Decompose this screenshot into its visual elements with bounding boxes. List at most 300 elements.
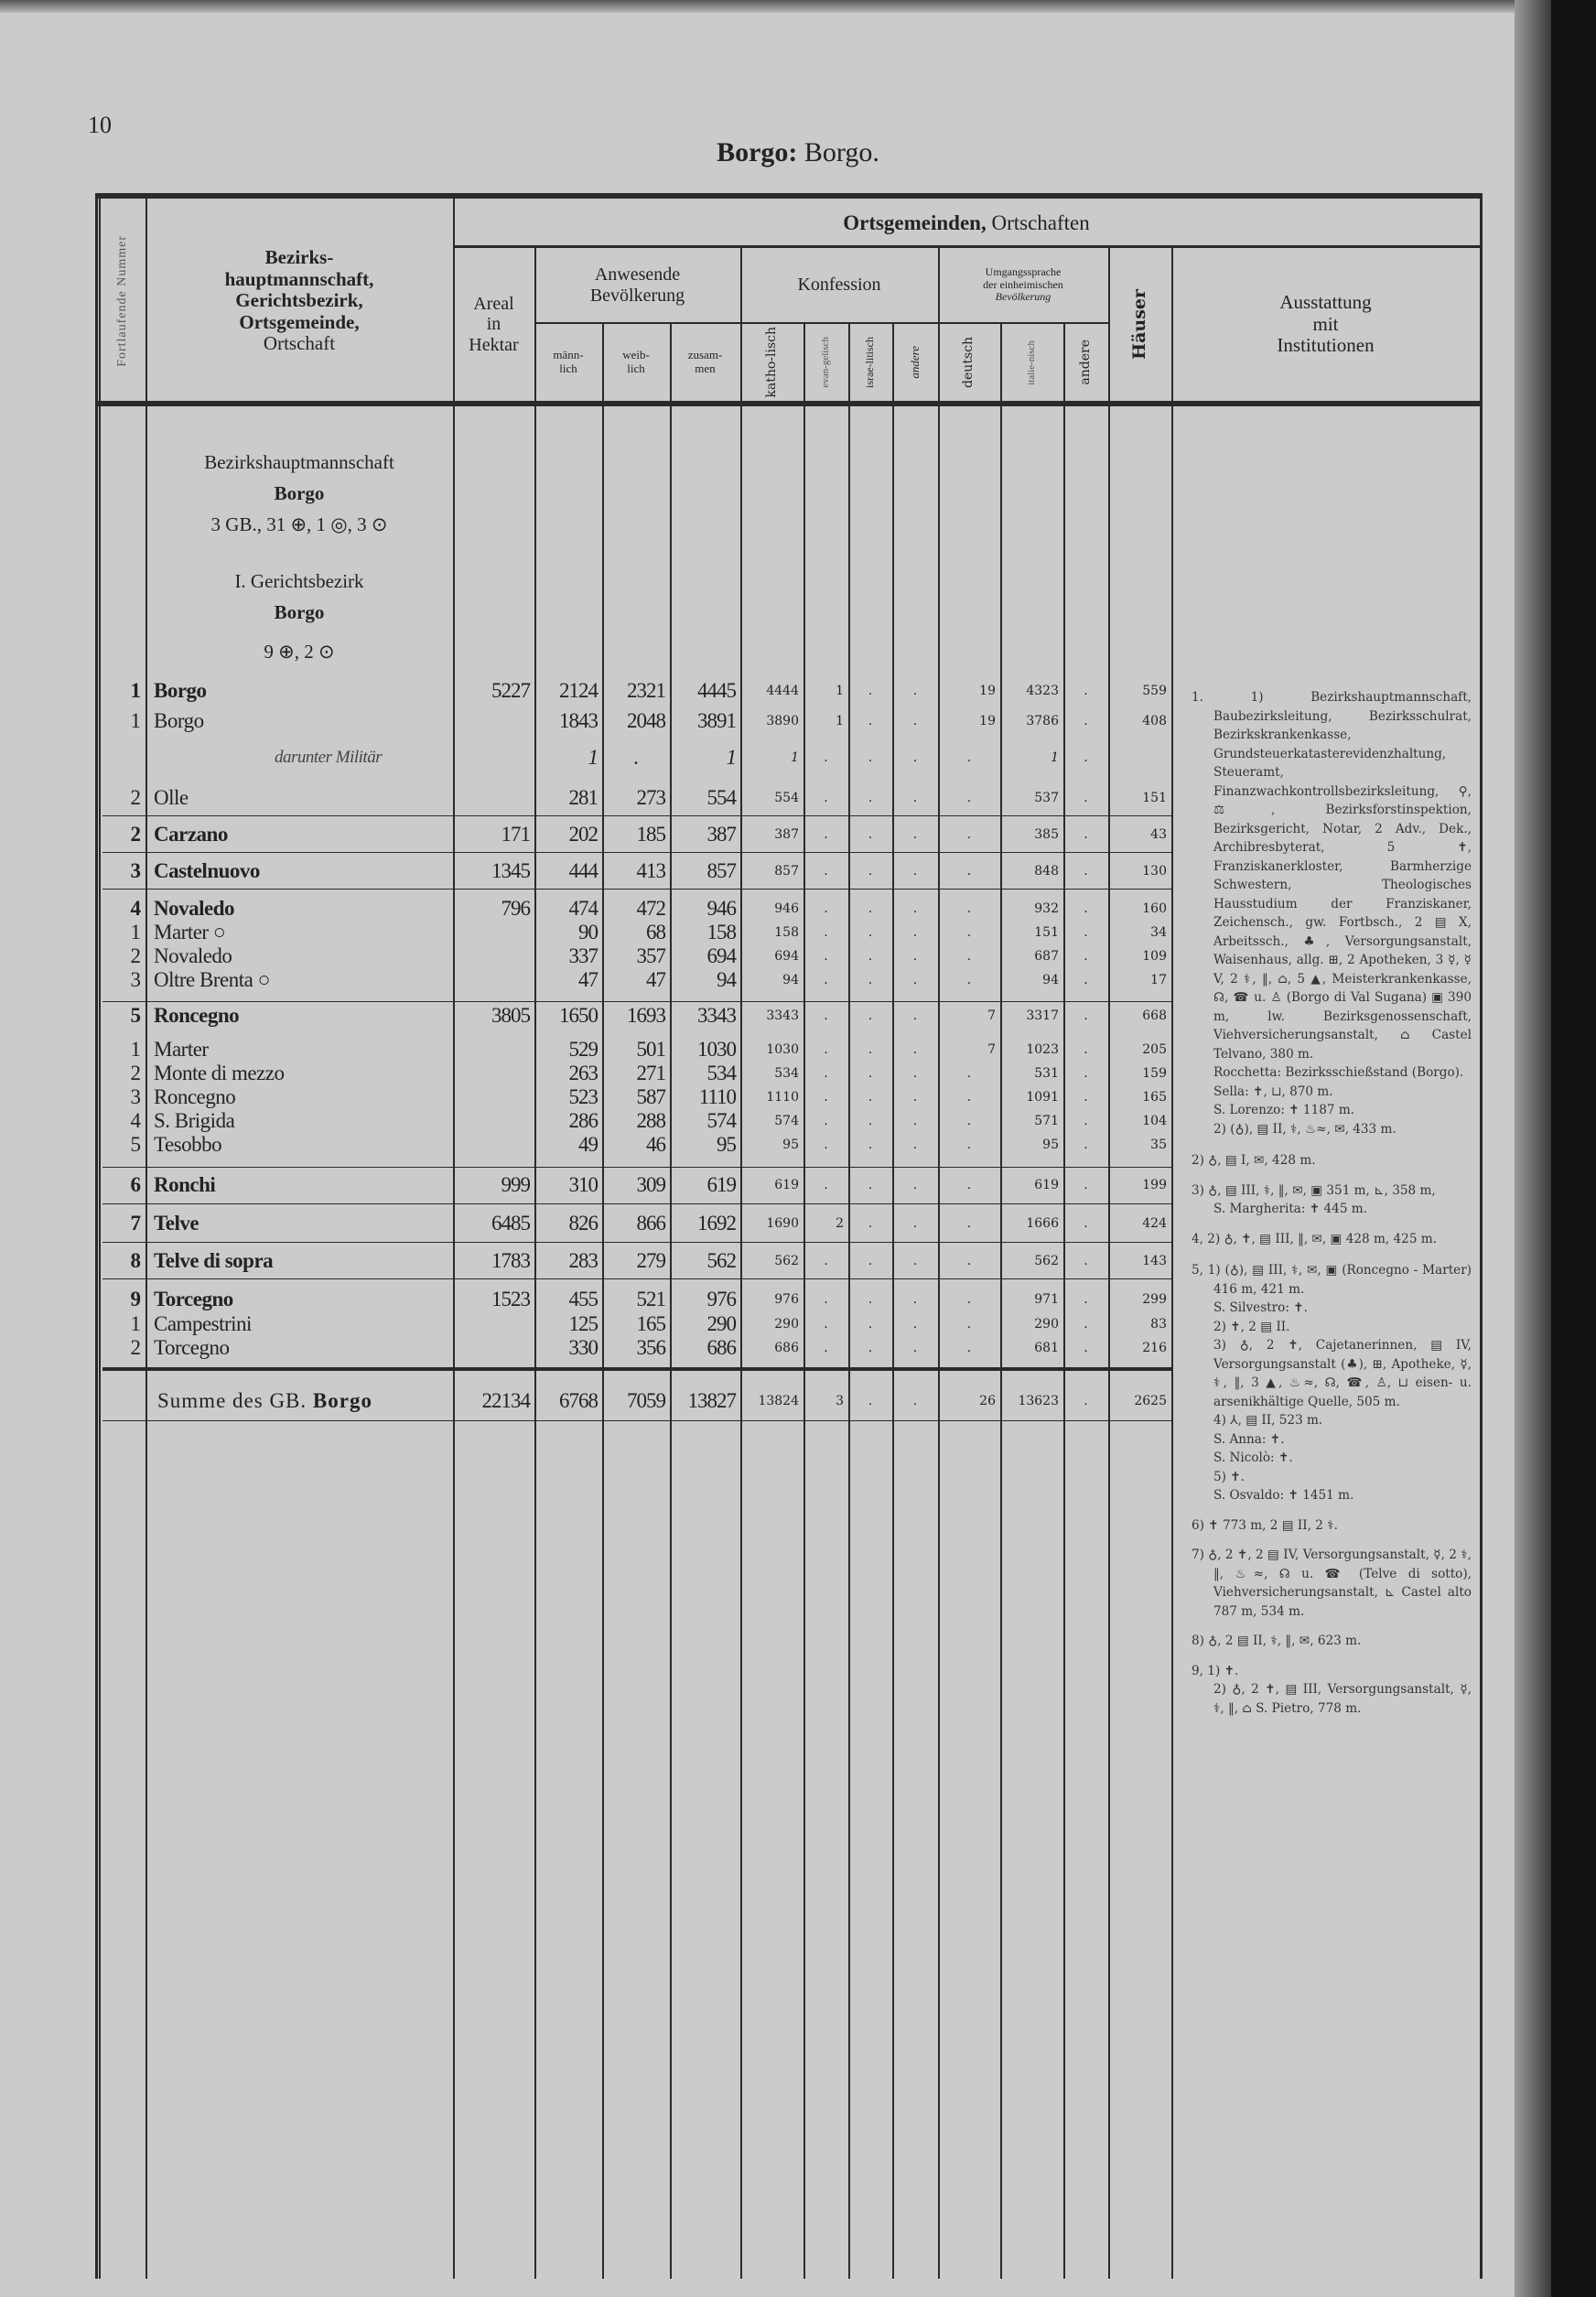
value-cell: 3 [836,1394,844,1408]
value-cell: 531 [1034,1066,1059,1081]
value-cell: . [1084,901,1088,916]
place-name: Telve [154,1212,200,1235]
note-block [1192,1546,1472,1621]
value-cell: 455 [568,1288,598,1310]
value-cell: 1 [791,750,799,765]
row-number [99,1389,141,1413]
value-cell: . [1084,949,1088,964]
header-female-line: lich [627,361,645,375]
value-cell: . [824,1138,828,1152]
value-cell: . [824,949,828,964]
row-number: 3 [130,1085,141,1108]
value-cell: 279 [636,1249,665,1272]
row-number: 1 [130,679,141,702]
value-cell: . [966,791,972,805]
value-cell: . [966,750,972,765]
value-cell: 356 [636,1336,665,1359]
header-houses [1108,248,1171,401]
value-cell: . [868,1008,873,1023]
value-cell: 47 [646,968,665,991]
value-cell: 35 [1150,1138,1167,1152]
value-cell: . [966,1090,972,1105]
header-language-line: der einheimischen [983,277,1063,291]
row-number: 2 [130,786,141,809]
place-name: Tesobbo [154,1133,222,1156]
value-cell: 537 [1034,791,1059,805]
value-cell: . [1084,864,1088,879]
note-line: 7) ♁, 2 ✝, 2 ▤ IV, Versorgungsanstalt, ☿, 2 ⚕, ‖, ♨≈, ☊ u. ☎ (Telve di sotto), Viehversicherungsanstalt, ⊾ Castel alto 787 m, 534 m. [1192,1548,1472,1619]
value-cell: 1110 [698,1085,736,1108]
value-cell: 826 [568,1212,598,1235]
place-name: Torcegno [154,1336,230,1359]
value-cell: . [868,1090,873,1105]
value-cell: 562 [774,1254,799,1268]
place-name: Borgo [154,709,204,732]
value-cell: . [912,1216,918,1231]
value-cell: 125 [568,1312,598,1335]
row-number: 2 [130,1062,141,1084]
value-cell: . [868,1394,873,1408]
value-cell: 976 [774,1292,799,1307]
value-cell [453,1133,534,1157]
note-line: 6) ✝ 773 m, 2 ▤ II, 2 ⚕. [1192,1517,1338,1533]
value-cell: 94 [717,968,736,991]
value-cell: . [912,791,918,805]
value-cell: 159 [1142,1066,1167,1081]
value-cell [453,1312,534,1336]
value-cell: 687 [1034,949,1059,964]
value-cell: . [868,1178,873,1192]
row-number: 8 [130,1249,141,1272]
header-total [670,324,740,401]
value-cell: 5227 [491,679,530,702]
value-cell: 165 [1142,1090,1167,1105]
row-number: 3 [130,968,141,991]
value-cell: 34 [1150,925,1167,940]
group-separator [102,1167,1171,1168]
value-cell: . [912,1066,918,1081]
value-cell: 1 [1051,750,1059,765]
header-total-line: men [695,361,716,375]
value-cell: . [1084,791,1088,805]
header-male-line: männ- [553,348,584,362]
row-number: 1 [130,1038,141,1061]
place-name: S. Brigida [154,1109,235,1132]
value-cell: 999 [501,1173,530,1196]
header-language-line: Bevölkerung [995,290,1051,304]
value-cell: 263 [568,1062,598,1084]
value-cell: 534 [774,1066,799,1081]
value-cell: . [1084,1090,1088,1105]
header-israelite-label: israe-litisch [863,337,877,388]
value-cell: 216 [1142,1341,1167,1355]
value-cell: 694 [706,944,736,967]
value-cell: 19 [979,684,996,698]
value-cell: . [966,973,972,987]
place-name: Marter [154,1038,209,1061]
header-name-line: Ortschaft [263,332,336,355]
note-line: 8) ♁, 2 ▤ II, ⚕, ‖, ✉, 623 m. [1192,1634,1362,1648]
header-israelite [848,324,892,401]
value-cell: 3891 [697,709,736,732]
row-number: 2 [130,944,141,967]
row-number: 4 [130,1109,141,1132]
value-cell: 472 [636,897,665,920]
value-cell: . [824,1066,828,1081]
value-cell: 68 [646,921,665,944]
value-cell: 202 [568,823,598,846]
value-cell: . [824,1178,828,1192]
value-cell: 932 [1034,901,1059,916]
header-group-rest: Ortschaften [991,211,1090,235]
value-cell: 283 [568,1249,598,1272]
value-cell: 1523 [491,1288,530,1310]
value-cell: 43 [1150,827,1167,842]
value-cell: 694 [774,949,799,964]
value-cell [453,1109,534,1133]
district-line: Borgo [274,601,325,623]
value-cell: 3343 [766,1008,799,1023]
header-areal-line: in [486,314,501,335]
note-line: 5, 1) (♁), ▤ III, ⚕, ✉, ▣ (Roncegno - Marter) 416 m, 421 m. [1192,1263,1472,1297]
value-cell: . [1084,1317,1088,1332]
equipment-notes [1192,688,1472,1729]
header-evangelical [803,324,848,401]
group-separator [102,1420,1171,1421]
row-number: 5 [130,1133,141,1156]
value-cell: 554 [706,786,736,809]
header-population [534,248,740,322]
place-name: Summe des GB. Borgo [157,1389,372,1412]
column-rule [453,199,455,2279]
value-cell: 271 [636,1062,665,1084]
value-cell: 424 [1142,1216,1167,1231]
value-cell: . [824,1042,828,1057]
value-cell: . [966,864,972,879]
value-cell [453,709,534,733]
value-cell: 7059 [627,1389,665,1412]
group-separator [102,1001,1171,1002]
value-cell: 1023 [1026,1042,1059,1057]
place-name: Olle [154,786,189,809]
district-line: I. Gerichtsbezirk [234,570,364,592]
value-cell: 290 [706,1312,736,1335]
value-cell: 619 [1034,1178,1059,1192]
header-nr-label: Fortlaufende Nummer [114,235,129,367]
value-cell: . [966,1178,972,1192]
note-line: 1. 1) Bezirkshauptmannschaft, Baubezirksleitung, Bezirksschulrat, Bezirkskrankenkasse, Grundsteuerkatasterevidenzhaltung, Steueramt, Finanzwachkontrollsbezirksleitung, ⚲, ⚖, Bezirksforstinspektion, Bezirksgericht, Notar, 2 Adv., Dek., Archibresbyterat, 5 ✝, Franziskanerkloster, Barmherzige Schwestern, Theologisches Hausstudium der Franziskaner, Zeichensch., gw. Fortbsch., 2 ▤ X, Arbeitssch., ♣, Versorgungsanstalt, Waisenhaus, allg. ⊞, 2 Apotheken, 3 ☿, ☿ V, 2 ⚕, ‖, ⌂, 5 ▲, Meisterkrankenkasse, ☊, ☎ u. ♙ (Borgo di Val Sugana) ▣ 390 m, lw. Bezirksgenossenschaft, Viehversicherungsanstalt, ⌂ Castel Telvano, 380 m. [1192,690,1472,1062]
page-number: 10 [88,112,112,138]
value-cell: . [966,925,972,940]
value-cell: 104 [1142,1114,1167,1128]
value-cell: . [912,1254,918,1268]
row-number: 1 [130,709,141,732]
value-cell: 686 [706,1336,736,1359]
value-cell: 1345 [491,859,530,882]
value-cell: 587 [636,1085,665,1108]
header-other-language [1063,324,1108,401]
header-equipment [1171,248,1480,401]
value-cell: 95 [782,1138,799,1152]
value-cell: 13827 [687,1389,736,1412]
value-cell: 143 [1142,1254,1167,1268]
note-line: Sella: ✝, ⊔, 870 m. [1213,1084,1333,1099]
value-cell: . [868,1292,873,1307]
value-cell: . [912,973,918,987]
value-cell: . [824,864,828,879]
value-cell: 562 [1034,1254,1059,1268]
header-areal-line: Hektar [469,334,519,355]
value-cell: 3890 [766,714,799,728]
value-cell [453,968,534,992]
value-cell: . [966,1292,972,1307]
value-cell: 19 [979,714,996,728]
value-cell: . [966,901,972,916]
value-cell: 109 [1142,949,1167,964]
value-cell: . [912,864,918,879]
scan-binding-edge [1515,0,1551,2297]
value-cell: . [1084,1254,1088,1268]
district-line: 9 ⊕, 2 ⊙ [264,641,335,663]
header-equipment-line: Institutionen [1277,334,1375,357]
value-cell: 7 [987,1042,996,1057]
value-cell: 574 [706,1109,736,1132]
row-number: 1 [130,1312,141,1335]
value-cell: 559 [1142,684,1167,698]
place-name: Roncegno [154,1004,240,1027]
value-cell: 668 [1142,1008,1167,1023]
note-line: 5) ✝. [1213,1469,1245,1484]
value-cell: . [912,750,918,765]
header-male-line: lich [559,361,577,375]
value-cell: . [966,1254,972,1268]
place-name: Oltre Brenta ○ [154,968,270,991]
value-cell: . [1084,1394,1088,1408]
value-cell: . [1084,1178,1088,1192]
value-cell: . [824,827,828,842]
header-german-label: deutsch [961,337,976,388]
header-group-bold: Ortsgemeinden, [843,211,987,235]
header-equipment-line: mit [1312,312,1339,335]
note-line: 2) (♁), ▤ II, ⚕, ♨≈, ✉, 433 m. [1213,1121,1396,1137]
value-cell: 2625 [1134,1394,1167,1408]
value-cell: 1 [726,746,736,769]
value-cell: 171 [501,823,530,846]
place-name: Novaledo [154,944,232,967]
value-cell: 1666 [1026,1216,1059,1231]
value-cell: 1 [836,684,844,698]
value-cell: . [1084,1042,1088,1057]
place-name: Roncegno [154,1085,236,1108]
value-cell: . [868,1138,873,1152]
value-cell: . [912,684,918,698]
value-cell: 574 [774,1114,799,1128]
header-total-line: zusam- [687,348,723,362]
column-rule [1171,248,1173,2279]
value-cell: 4445 [697,679,736,702]
header-bottom-rule [95,401,1483,406]
group-separator [102,852,1171,853]
value-cell: . [1084,973,1088,987]
value-cell: 619 [774,1178,799,1192]
value-cell: 444 [568,859,598,882]
value-cell: . [868,750,873,765]
value-cell: 474 [568,897,598,920]
note-block [1192,1632,1472,1651]
header-language [938,248,1108,322]
row-number: 2 [130,823,141,846]
value-cell: 83 [1150,1317,1167,1332]
place-name: Telve di sopra [154,1249,274,1272]
value-cell: 857 [706,859,736,882]
row-number: 7 [130,1212,141,1235]
value-cell: . [1084,714,1088,728]
value-cell: 2124 [559,679,598,702]
value-cell: 13824 [758,1394,799,1408]
value-cell [1108,746,1171,770]
note-line: 2) ✝, 2 ▤ II. [1213,1319,1290,1334]
value-cell: . [912,901,918,916]
value-cell: 521 [636,1288,665,1310]
header-catholic [740,324,803,401]
value-cell: . [1084,1066,1088,1081]
value-cell: . [912,827,918,842]
value-cell: 185 [636,823,665,846]
value-cell: . [912,714,918,728]
value-cell: . [633,746,639,769]
value-cell: 3317 [1026,1008,1059,1023]
value-cell: . [966,1317,972,1332]
scan-top-edge [0,0,1547,13]
value-cell: 49 [578,1133,598,1156]
value-cell: . [824,750,828,765]
header-italian [1000,324,1063,401]
value-cell: 413 [636,859,665,882]
note-line: S. Anna: ✝. [1213,1431,1285,1447]
header-name-line: hauptmannschaft, [224,267,374,290]
value-cell: 205 [1142,1042,1167,1057]
value-cell: . [868,1042,873,1057]
note-line: 3) ♁, ▤ III, ⚕, ‖, ✉, ▣ 351 m, ⊾, 358 m, [1192,1182,1436,1198]
value-cell: . [824,1008,828,1023]
note-line: 4, 2) ♁, ✝, ▤ III, ‖, ✉, ▣ 428 m, 425 m. [1192,1231,1438,1246]
value-cell: . [912,1042,918,1057]
row-number: 6 [130,1173,141,1196]
title-rest: Borgo. [803,137,879,167]
value-cell: . [1084,1138,1088,1152]
value-cell: 971 [1034,1292,1059,1307]
note-block [1192,1230,1472,1249]
value-cell: 4444 [766,684,799,698]
header-catholic-label: katho-lisch [763,327,779,398]
value-cell: . [1084,925,1088,940]
column-rule [95,199,98,2279]
value-cell: . [966,1341,972,1355]
value-cell: 3343 [697,1004,736,1027]
value-cell: . [966,1138,972,1152]
value-cell: 408 [1142,714,1167,728]
value-cell: . [1084,827,1088,842]
value-cell: 130 [1142,864,1167,879]
note-block [1192,688,1472,1138]
value-cell: 1091 [1026,1090,1059,1105]
header-areal [453,248,534,401]
header-areal-line: Areal [473,293,514,314]
value-cell: . [912,1317,918,1332]
value-cell: . [824,1341,828,1355]
place-name: Borgo [154,679,207,702]
column-rule [99,199,101,2279]
value-cell: 1692 [697,1212,736,1235]
value-cell: 3805 [491,1004,530,1027]
value-cell: . [824,1254,828,1268]
value-cell: 686 [774,1341,799,1355]
note-block [1192,1181,1472,1219]
column-rule [146,199,147,2279]
value-cell: 1 [836,714,844,728]
value-cell: 946 [774,901,799,916]
value-cell: . [868,864,873,879]
value-cell: 17 [1150,973,1167,987]
value-cell: 290 [1034,1317,1059,1332]
value-cell [453,1038,534,1062]
value-cell: . [966,949,972,964]
value-cell: . [1084,1114,1088,1128]
header-top-rule [95,193,1483,199]
value-cell [453,1062,534,1085]
value-cell: 501 [636,1038,665,1061]
value-cell: . [912,1008,918,1023]
note-line: S. Nicolò: ✝. [1213,1450,1293,1465]
header-german [938,324,1000,401]
value-cell: 46 [646,1133,665,1156]
header-equipment-line: Ausstattung [1279,291,1372,314]
value-cell: . [912,949,918,964]
value-cell: 523 [568,1085,598,1108]
value-cell: 95 [1042,1138,1059,1152]
value-cell: . [868,1317,873,1332]
header-language-line: Umgangssprache [985,265,1062,279]
value-cell: . [1084,1341,1088,1355]
header-other-confession-label: andere [907,346,922,379]
row-number: 9 [130,1288,141,1310]
value-cell: 165 [636,1312,665,1335]
note-block [1192,1662,1472,1719]
header-male [534,324,602,401]
value-cell: . [966,1066,972,1081]
value-cell: . [966,1216,972,1231]
value-cell: 281 [568,786,598,809]
value-cell: 1030 [766,1042,799,1057]
value-cell: 288 [636,1109,665,1132]
header-other-confession [892,324,938,401]
row-number [99,746,141,770]
group-separator [102,1278,1171,1279]
row-number: 5 [130,1004,141,1027]
value-cell: 330 [568,1336,598,1359]
value-cell: . [824,973,828,987]
district-line: 3 GB., 31 ⊕, 1 ◎, 3 ⊙ [210,513,388,535]
value-cell: 681 [1034,1341,1059,1355]
group-separator [102,1242,1171,1243]
value-cell: . [912,1090,918,1105]
place-name: Novaledo [154,897,234,920]
value-cell: . [824,1090,828,1105]
note-block [1192,1261,1472,1505]
value-cell: 848 [1034,864,1059,879]
row-number: 2 [130,1336,141,1359]
group-separator [102,1203,1171,1204]
